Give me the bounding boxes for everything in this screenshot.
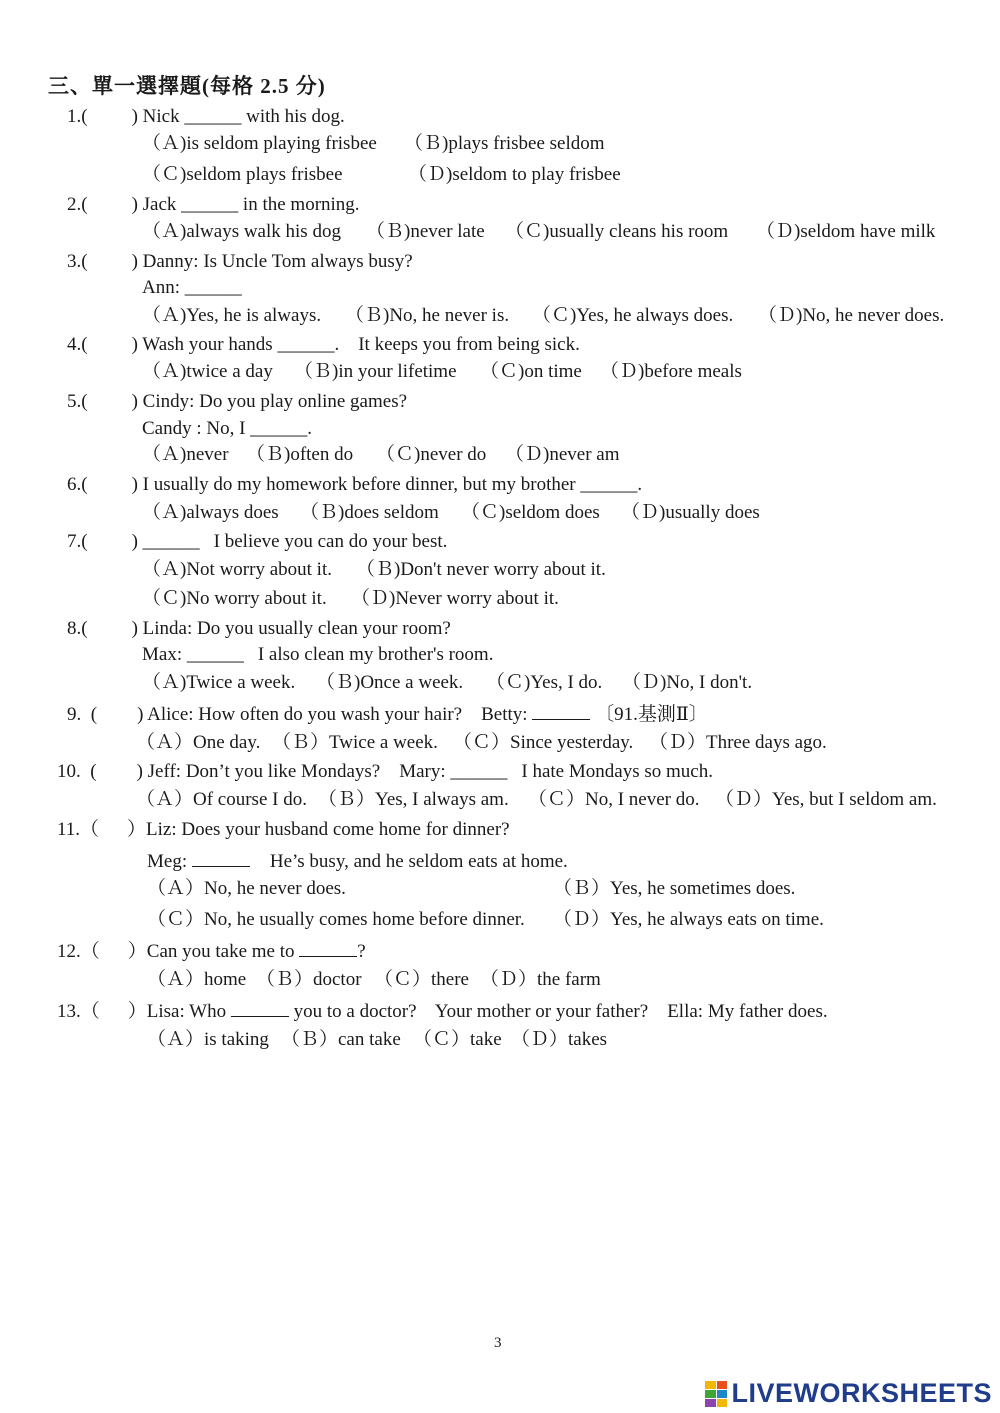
- question-number: 5.(: [67, 391, 88, 412]
- answer-blank: ______: [184, 277, 242, 298]
- question-9: 9. ( ) Alice: How often do you wash your hair? Betty: 〔91.基測Ⅱ〕: [67, 701, 708, 727]
- option-a: （Ａ)Not worry about it.: [142, 559, 332, 580]
- option-b: （Ｂ)does seldom: [300, 502, 439, 523]
- question-number: 13.（: [57, 1001, 100, 1022]
- question-number: 3.(: [67, 251, 88, 272]
- option-d: （Ｄ）Yes, he always eats on time.: [553, 909, 824, 930]
- answer-blank: ______: [184, 106, 242, 127]
- question-number: 7.(: [67, 531, 88, 552]
- option-c: （Ｃ)No worry about it.: [142, 588, 327, 609]
- question-number: 1.(: [67, 106, 88, 127]
- question-7: 7.( ) ______ I believe you can do your best.: [67, 531, 448, 552]
- option-b: （Ｂ)never late: [366, 221, 485, 242]
- answer-blank-line: [532, 701, 590, 720]
- option-d: （Ｄ）the farm: [480, 969, 601, 990]
- option-b: （Ｂ）Yes, he sometimes does.: [553, 878, 796, 899]
- question-number: 9. (: [67, 704, 98, 725]
- answer-blank: ______: [580, 474, 638, 495]
- question-10: 10. ( ) Jeff: Don’t you like Mondays? Mary: ______ I hate Mondays so much.: [57, 761, 713, 782]
- brand-logo: [705, 1378, 992, 1409]
- question-5: 5.( ) Cindy: Do you play online games?: [67, 391, 408, 412]
- brand-name: LIVEWORKSHEETS: [731, 1378, 992, 1408]
- option-d: （Ｄ)usually does: [621, 502, 760, 523]
- option-c: （Ｃ）there: [374, 969, 469, 990]
- option-b: （Ｂ）doctor: [256, 969, 362, 990]
- option-a: （Ａ）No, he never does.: [147, 878, 346, 899]
- option-b: （Ｂ)in your lifetime: [294, 361, 457, 382]
- option-d: （Ｄ)No, I don't.: [622, 672, 753, 693]
- option-a: （Ａ)is seldom playing frisbee: [142, 133, 377, 154]
- option-d: （Ｄ)Never worry about it.: [351, 588, 559, 609]
- question-11: 11.（ ）Liz: Does your husband come home for dinner?: [57, 819, 510, 840]
- question-6: 6.( ) I usually do my homework before dinner, but my brother ______.: [67, 474, 643, 495]
- option-d: （Ｄ)never am: [505, 444, 620, 465]
- option-c: （Ｃ）No, he usually comes home before dinner.: [147, 909, 525, 930]
- option-a: （Ａ)never: [142, 444, 229, 465]
- answer-blank: ______: [450, 761, 508, 782]
- option-c: （Ｃ)Yes, I do.: [486, 672, 603, 693]
- option-d: （Ｄ）Three days ago.: [649, 732, 827, 753]
- option-d: （Ｄ)seldom to play frisbee: [408, 164, 621, 185]
- option-d: （Ｄ)before meals: [600, 361, 742, 382]
- liveworksheets-logo-icon: [705, 1381, 727, 1407]
- answer-blank: ______: [142, 531, 200, 552]
- answer-blank-line: [299, 938, 357, 957]
- question-3: 3.( ) Danny: Is Uncle Tom always busy?: [67, 251, 413, 272]
- option-c: （Ｃ）take: [413, 1029, 502, 1050]
- answer-blank: ______: [250, 418, 308, 439]
- option-c: （Ｃ）No, I never do.: [528, 789, 700, 810]
- option-a: （Ａ)always does: [142, 502, 279, 523]
- answer-blank: ______: [186, 644, 244, 665]
- option-d: （Ｄ)No, he never does.: [758, 305, 945, 326]
- option-c: （Ｃ)seldom does: [461, 502, 600, 523]
- option-b: （Ｂ）Twice a week.: [272, 732, 438, 753]
- option-c: （Ｃ)on time: [480, 361, 582, 382]
- question-1: 1.( ) Nick ______ with his dog.: [67, 106, 345, 127]
- option-c: （Ｃ)Yes, he always does.: [532, 305, 734, 326]
- answer-line: Ann: ______: [142, 277, 242, 298]
- option-a: （Ａ）is taking: [147, 1029, 269, 1050]
- option-b: （Ｂ）Yes, I always am.: [318, 789, 509, 810]
- option-d: （Ｄ）Yes, but I seldom am.: [715, 789, 937, 810]
- question-number: 10. (: [57, 761, 97, 782]
- option-b: （Ｂ)plays frisbee seldom: [404, 133, 605, 154]
- option-a: （Ａ）Of course I do.: [136, 789, 307, 810]
- option-c: （Ｃ)never do: [376, 444, 487, 465]
- answer-blank: ______: [277, 334, 335, 355]
- answer-blank: ______: [181, 194, 239, 215]
- option-a: （Ａ)Twice a week.: [142, 672, 296, 693]
- option-b: （Ｂ)No, he never is.: [345, 305, 510, 326]
- section-title: 三、單一選擇題(每格 2.5 分): [48, 74, 326, 98]
- answer-line: Meg: He’s busy, and he seldom eats at home.: [147, 848, 568, 874]
- option-d: （Ｄ)seldom have milk: [756, 221, 936, 242]
- question-number: 11.（: [57, 819, 100, 840]
- option-b: （Ｂ）can take: [281, 1029, 401, 1050]
- option-c: （Ｃ)seldom plays frisbee: [142, 164, 343, 185]
- option-d: （Ｄ）takes: [511, 1029, 608, 1050]
- answer-line: Candy : No, I ______.: [142, 418, 312, 439]
- answer-blank-line: [192, 848, 250, 867]
- question-8: 8.( ) Linda: Do you usually clean your room?: [67, 618, 451, 639]
- option-b: （Ｂ)Don't never worry about it.: [356, 559, 606, 580]
- question-number: 6.(: [67, 474, 88, 495]
- option-a: （Ａ)Yes, he is always.: [142, 305, 322, 326]
- question-number: 4.(: [67, 334, 88, 355]
- question-4: 4.( ) Wash your hands ______. It keeps you from being sick.: [67, 334, 580, 355]
- question-2: 2.( ) Jack ______ in the morning.: [67, 194, 360, 215]
- question-number: 12.（: [57, 941, 100, 962]
- option-a: （Ａ）One day.: [136, 732, 261, 753]
- option-a: （Ａ)always walk his dog: [142, 221, 341, 242]
- page-number: 3: [494, 1335, 502, 1351]
- option-b: （Ｂ)Once a week.: [316, 672, 464, 693]
- question-number: 8.(: [67, 618, 88, 639]
- answer-line: Max: ______ I also clean my brother's room.: [142, 644, 494, 665]
- answer-blank-line: [231, 998, 289, 1017]
- option-a: （Ａ）home: [147, 969, 247, 990]
- option-a: （Ａ)twice a day: [142, 361, 273, 382]
- option-c: （Ｃ）Since yesterday.: [453, 732, 634, 753]
- question-number: 2.(: [67, 194, 88, 215]
- question-12: 12.（ ）Can you take me to ?: [57, 938, 366, 964]
- question-13: 13.（ ）Lisa: Who you to a doctor? Your mother or your father? Ella: My father does.: [57, 998, 828, 1024]
- option-c: （Ｃ)usually cleans his room: [505, 221, 729, 242]
- option-b: （Ｂ)often do: [246, 444, 354, 465]
